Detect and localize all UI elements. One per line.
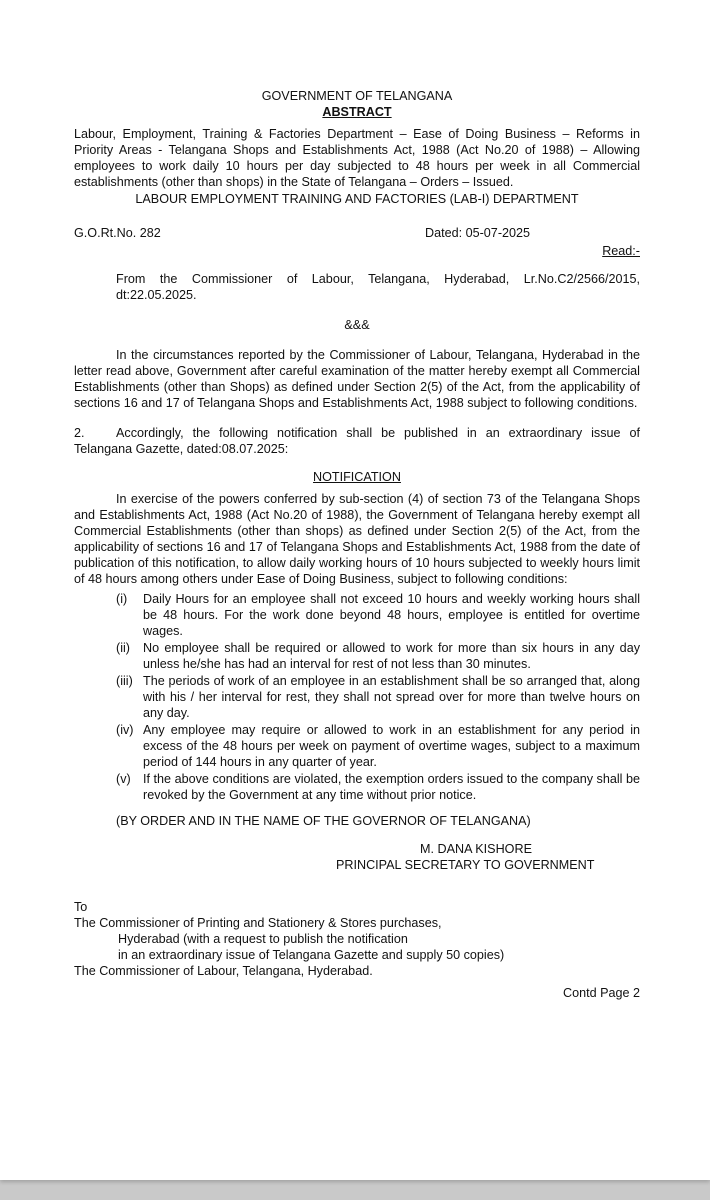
paragraph-2 [74, 425, 640, 457]
department-heading: LABOUR EMPLOYMENT TRAINING AND FACTORIES (LAB-I) DEPARTMENT [135, 192, 579, 206]
condition-item [116, 722, 640, 770]
separator: &&& [344, 318, 370, 332]
address-line: The Commissioner of Labour, Telangana, Hyderabad. [74, 964, 373, 978]
address-block [74, 899, 640, 979]
condition-text: The periods of work of an employee in an establishment shall be so arranged that, along with his / her interval for rest, they shall not spread over for more than twelve hours on any day. [143, 674, 640, 720]
go-number: G.O.Rt.No. 282 [74, 226, 161, 240]
address-line: in an extraordinary issue of Telangana Gazette and supply 50 copies) [118, 948, 505, 962]
signatory-name: M. DANA KISHORE [420, 842, 532, 856]
paragraph-2-number: 2. [74, 426, 85, 440]
go-date: Dated: 05-07-2025 [425, 226, 531, 240]
read-label: Read:- [602, 244, 640, 258]
condition-item [116, 640, 640, 672]
abstract-heading: ABSTRACT [322, 105, 392, 119]
conditions-list [74, 591, 640, 803]
signatory-designation: PRINCIPAL SECRETARY TO GOVERNMENT [336, 858, 595, 872]
address-line: Hyderabad (with a request to publish the notification [118, 932, 408, 946]
condition-item [116, 591, 640, 639]
address-line: The Commissioner of Printing and Stationery & Stores purchases, [74, 916, 442, 930]
go-number-row [74, 225, 640, 241]
condition-number: (iv) [116, 723, 134, 737]
order-line: (BY ORDER AND IN THE NAME OF THE GOVERNOR OF TELANGANA) [116, 814, 531, 828]
condition-number: (ii) [116, 641, 130, 655]
condition-number: (v) [116, 772, 131, 786]
condition-text: Any employee may require or allowed to work in an establishment for any period in excess of the 48 hours per week on payment of overtime wages, subject to a maximum period of 144 hours in any quarter of year. [143, 723, 640, 769]
notification-heading: NOTIFICATION [313, 470, 401, 484]
government-title: GOVERNMENT OF TELANGANA [261, 89, 453, 103]
paragraph-2-text: Accordingly, the following notification shall be published in an extraordinary issue of Telangana Gazette, dated:08.07.2025: [74, 426, 640, 456]
signature-block [74, 841, 640, 873]
condition-text: Daily Hours for an employee shall not exceed 10 hours and weekly working hours shall be 48 hours. For the work done beyond 48 hours, employee is entitled for overtime wages. [143, 592, 640, 638]
subject-text: Labour, Employment, Training & Factories Department – Ease of Doing Business – Reforms in Priority Areas - Telangana Shops and Establishments Act, 1988 (Act No.20 of 1988) – Allowing employees to work daily 10 hours per day subjected to 48 hours per week in all Commercial establishments (other than shops) in the State of Telangana – Orders – Issued. [74, 127, 640, 189]
document-content [74, 88, 640, 1001]
reference-text: From the Commissioner of Labour, Telangana, Hyderabad, Lr.No.C2/2566/2015, dt:22.05.2025. [116, 272, 640, 302]
condition-text: No employee shall be required or allowed to work for more than six hours in any day unless he/she has had an interval for rest of not less than 30 minutes. [143, 641, 640, 671]
to-label: To [74, 900, 88, 914]
condition-number: (iii) [116, 674, 133, 688]
condition-text: If the above conditions are violated, the exemption orders issued to the company shall be revoked by the Government at any time without prior notice. [143, 772, 640, 802]
condition-number: (i) [116, 592, 128, 606]
continued-note: Contd Page 2 [562, 986, 640, 1000]
condition-item [116, 771, 640, 803]
notification-body: In exercise of the powers conferred by sub-section (4) of section 73 of the Telangana Shops and Establishments Act, 1988 (Act No.20 of 1988), the Government of Telangana hereby exempt all Commercial Establishments (other than shops) as defined under Section 2(5) of the Act, from the applicability of sections 16 and 17 of Telangana Shops and Establishments Act, 1988 from the date of publication of this notification, to allow daily working hours of 10 hours subjected to weekly hours limit of 48 hours among others under Ease of Doing Business, subject to following conditions: [74, 492, 640, 586]
condition-item [116, 673, 640, 721]
paragraph-1: In the circumstances reported by the Commissioner of Labour, Telangana, Hyderabad in the letter read above, Government after careful examination of the matter hereby exempt all Commercial Establishments (other than Shops) as defined under Section 2(5) of the Act, from the applicability of sections 16 and 17 of Telangana Shops and Establishments Act, 1988 subject to following conditions. [74, 348, 640, 410]
